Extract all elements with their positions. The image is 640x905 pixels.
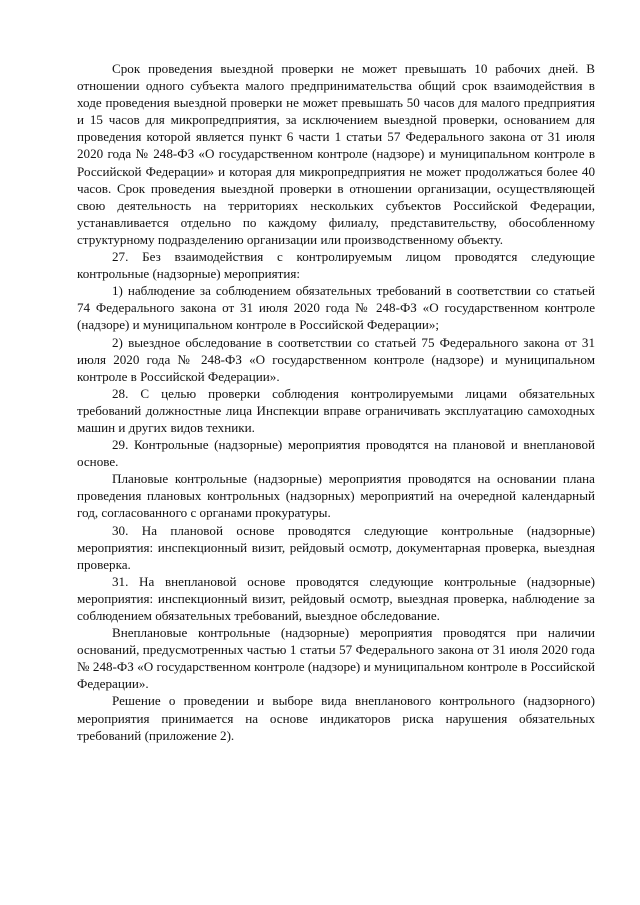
paragraph-inspection-duration: Срок проведения выездной проверки не может превышать 10 рабочих дней. В отношении одного субъекта малого предпринимательства общий срок взаимодействия в ходе проведения выездной проверки не может превышать 50 часов для малого предприятия и 15 часов для микропредприятия, за исключением выездной проверки, основанием для проведения которой является пункт 6 части 1 статьи 57 Федерального закона от 31 июля 2020 года № 248-ФЗ «О государственном контроле (надзоре) и муниципальном контроле в Российской Федерации» и которая для микропредприятия не может продолжаться более 40 часов. Срок проведения выездной проверки в отношении организации, осуществляющей свою деятельность на территориях нескольких субъектов Российской Федерации, устанавливается отдельно по каждому филиалу, представительству, обособленному структурному подразделению организации или производственному объекту. [77, 61, 595, 247]
paragraph-27-item-1: 1) наблюдение за соблюдением обязательных требований в соответствии со статьей 74 Федерального закона от 31 июля 2020 года № 248-ФЗ «О государственном контроле (надзоре) и муниципальном контроле в Российской Федерации»; [77, 283, 595, 333]
paragraph-27-item-2: 2) выездное обследование в соответствии со статьей 75 Федерального закона от 31 июля 2020 года № 248-ФЗ «О государственном контроле (надзоре) и муниципальном контроле в Российской Федерации». [77, 334, 595, 384]
paragraph-28: 28. С целью проверки соблюдения контролируемыми лицами обязательных требований должностные лица Инспекции вправе ограничивать эксплуатацию самоходных машин и других видов техники. [77, 385, 595, 435]
paragraph-29: 29. Контрольные (надзорные) мероприятия проводятся на плановой и внеплановой основе. [77, 437, 595, 470]
document-page [77, 60, 595, 744]
paragraph-30: 30. На плановой основе проводятся следующие контрольные (надзорные) мероприятия: инспекционный визит, рейдовый осмотр, документарная проверка, выездная проверка. [77, 522, 595, 572]
paragraph-unplanned-measures: Внеплановые контрольные (надзорные) мероприятия проводятся при наличии оснований, предусмотренных частью 1 статьи 57 Федерального закона от 31 июля 2020 года № 248-ФЗ «О государственном контроле (надзоре) и муниципальном контроле в Российской Федерации». [77, 625, 595, 692]
paragraph-decision: Решение о проведении и выборе вида внепланового контрольного (надзорного) мероприятия принимается на основе индикаторов риска нарушения обязательных требований (приложение 2). [77, 693, 595, 743]
paragraph-27: 27. Без взаимодействия с контролируемым лицом проводятся следующие контрольные (надзорные) мероприятия: [77, 249, 595, 282]
paragraph-31: 31. На внеплановой основе проводятся следующие контрольные (надзорные) мероприятия: инспекционный визит, рейдовый осмотр, выездная проверка, наблюдение за соблюдением обязательных требований, выездное обследование. [77, 573, 595, 623]
paragraph-planned-measures: Плановые контрольные (надзорные) мероприятия проводятся на основании плана проведения плановых контрольных (надзорных) мероприятий на очередной календарный год, согласованного с органами прокуратуры. [77, 471, 595, 521]
